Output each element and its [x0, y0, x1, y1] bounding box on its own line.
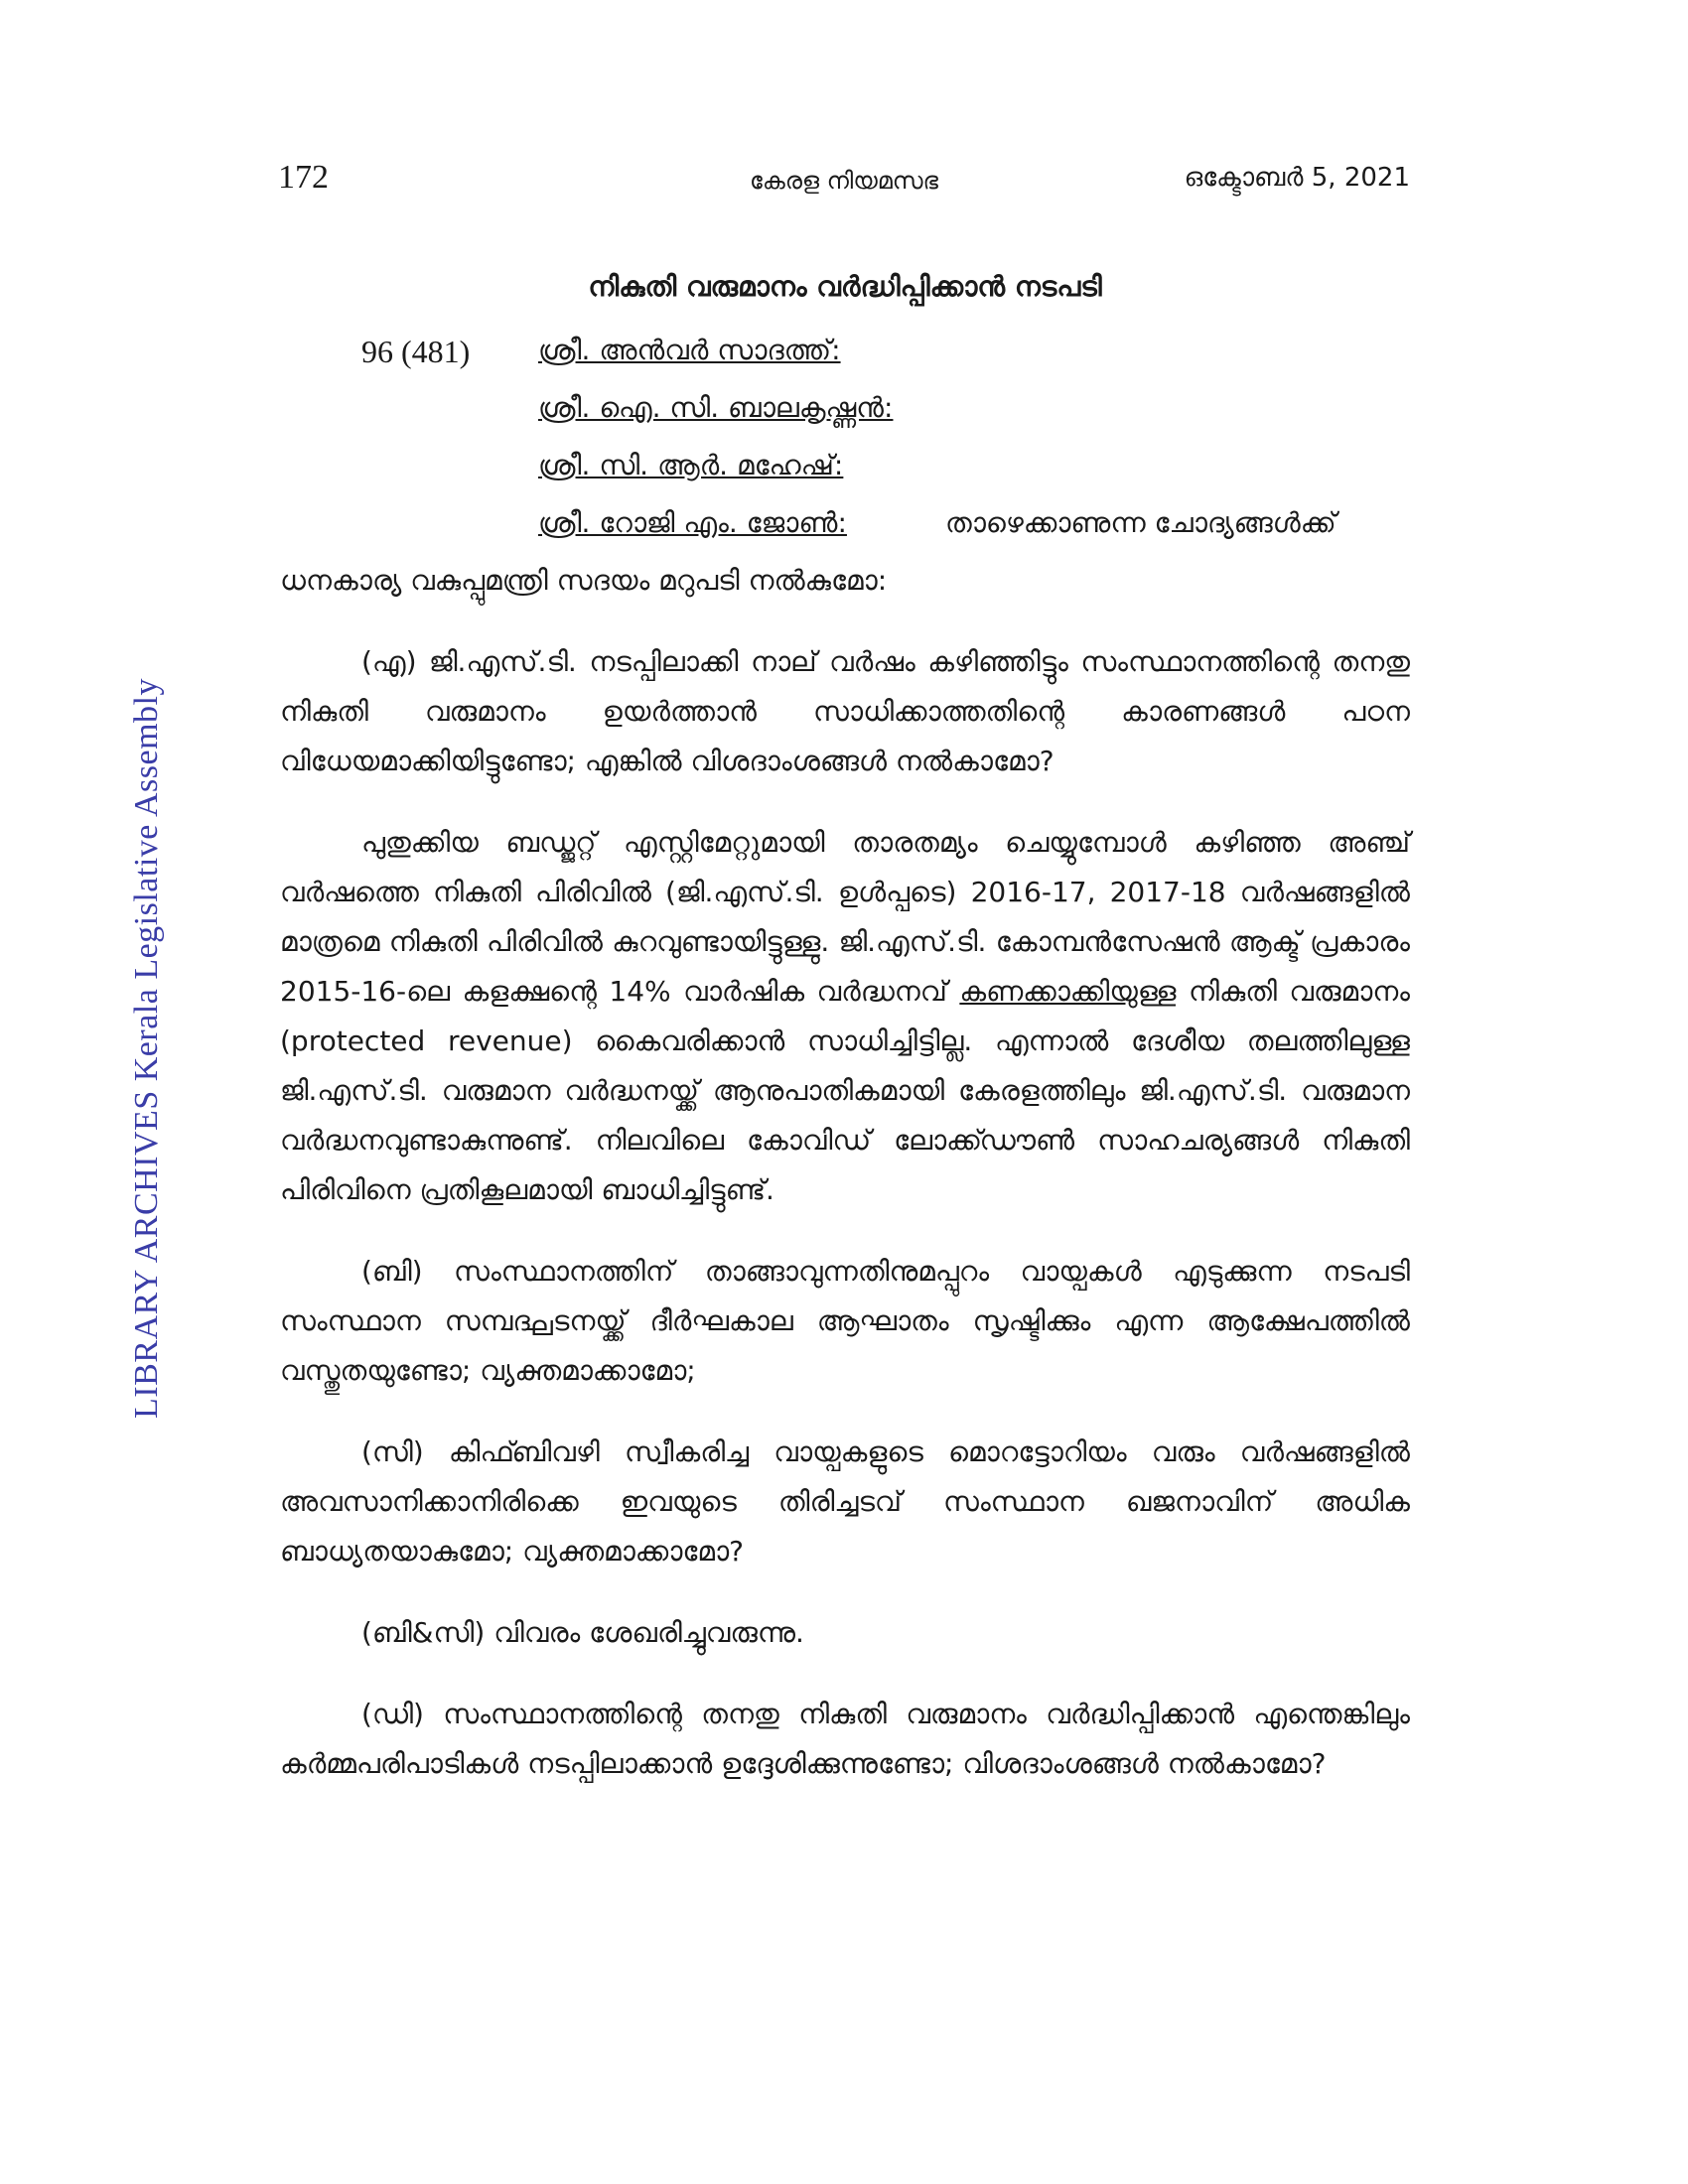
question-intro-line: ധനകാര്യ വകുപ്പുമന്ത്രി സദയം മറുപടി നൽകുമോ:	[280, 564, 888, 597]
question-d: (ഡി) സംസ്ഥാനത്തിന്റെ തനതു നികുതി വരുമാനം വർദ്ധിപ്പിക്കാൻ എന്തെങ്കിലും കർമ്മപരിപാടികൾ നടപ്പിലാക്കാൻ ഉദ്ദേശിക്കുന്നുണ്ടോ; വിശദാംശങ്ങൾ നൽകാമോ?	[280, 1698, 1410, 1780]
member-name: ശ്രീ. ഐ. സി. ബാലകൃഷ്ണൻ:	[538, 391, 894, 424]
question-header	[280, 334, 1410, 554]
member-name: ശ്രീ. റോജി എം. ജോൺ:	[538, 506, 847, 539]
answer-a-underlined: കണക്കാക്കിയുള്ള	[959, 975, 1177, 1008]
answer-a	[280, 818, 1410, 1215]
member-name: ശ്രീ. സി. ആർ. മഹേഷ്:	[538, 449, 844, 481]
page-header	[278, 159, 1410, 208]
archive-watermark: LIBRARY ARCHIVES Kerala Legislative Assembly	[128, 677, 165, 1420]
page-content	[280, 270, 1410, 1821]
question-intro: താഴെക്കാണുന്ന ചോദ്യങ്ങൾക്ക്	[945, 506, 1336, 539]
page-number: 172	[278, 159, 329, 196]
section-title: നികുതി വരുമാനം വർദ്ധിപ്പിക്കാൻ നടപടി	[588, 270, 1102, 303]
running-title: കേരള നിയമസഭ	[749, 167, 939, 195]
header-date: ഒക്ടോബർ 5, 2021	[1184, 163, 1410, 193]
question-b: (ബി) സംസ്ഥാനത്തിന് താങ്ങാവുന്നതിനുമപ്പുറം വായ്പകൾ എടുക്കുന്ന നടപടി സംസ്ഥാന സമ്പദ്ഘടനയ്ക്ക് ദീർഘകാല ആഘാതം സൃഷ്ടിക്കും എന്ന ആക്ഷേപത്തിൽ വസ്തുതയുണ്ടോ; വ്യക്തമാക്കാമോ;	[280, 1255, 1410, 1387]
answer-a-text: പുതുക്കിയ ബഡ്ജറ്റ് എസ്റ്റിമേറ്റുമായി താരതമ്യം ചെയ്യുമ്പോൾ കഴിഞ്ഞ അഞ്ച് വർഷത്തെ നികുതി പിരിവിൽ (ജി.എസ്.ടി. ഉൾപ്പടെ) 2016-17, 2017-18 വർഷങ്ങളിൽ മാത്രമെ നികുതി പിരിവിൽ കുറവുണ്ടായിട്ടുള്ളു. ജി.എസ്.ടി. കോമ്പൻസേഷൻ ആക്ട് പ്രകാരം 2015-16-ലെ കളക്ഷന്റെ 14% വാർഷിക വർദ്ധനവ്	[280, 826, 1410, 1008]
answer-b-c: (ബി&സി) വിവരം ശേഖരിച്ചുവരുന്നു.	[361, 1616, 804, 1649]
question-c: (സി) കിഫ്ബിവഴി സ്വീകരിച്ച വായ്പകളുടെ മൊറട്ടോറിയം വരും വർഷങ്ങളിൽ അവസാനിക്കാനിരിക്കെ ഇവയുടെ തിരിച്ചടവ് സംസ്ഥാന ഖജനാവിന് അധിക ബാധ്യതയാകുമോ; വ്യക്തമാക്കാമോ?	[280, 1435, 1410, 1568]
member-name: ശ്രീ. അൻവർ സാദത്ത്:	[538, 334, 841, 366]
question-a: (എ) ജി.എസ്.ടി. നടപ്പിലാക്കി നാല് വർഷം കഴിഞ്ഞിട്ടും സംസ്ഥാനത്തിന്റെ തനതു നികുതി വരുമാനം ഉയർത്താൻ സാധിക്കാത്തതിന്റെ കാരണങ്ങൾ പഠന വിധേയമാക്കിയിട്ടുണ്ടോ; എങ്കിൽ വിശദാംശങ്ങൾ നൽകാമോ?	[280, 645, 1410, 777]
question-number: 96 (481)	[361, 334, 471, 369]
answer-a-text-cont: നികുതി വരുമാനം (protected revenue) കൈവരിക്കാൻ സാധിച്ചിട്ടില്ല. എന്നാൽ ദേശീയ തലത്തിലുള്ള ജി.എസ്.ടി. വരുമാന വർദ്ധനയ്ക്ക് ആനുപാതികമായി കേരളത്തിലും ജി.എസ്.ടി. വരുമാന വർദ്ധനവുണ്ടാകുന്നുണ്ട്. നിലവിലെ കോവിഡ് ലോക്ക്ഡൗൺ സാഹചര്യങ്ങൾ നികുതി പിരിവിനെ പ്രതികൂലമായി ബാധിച്ചിട്ടുണ്ട്.	[280, 975, 1410, 1206]
